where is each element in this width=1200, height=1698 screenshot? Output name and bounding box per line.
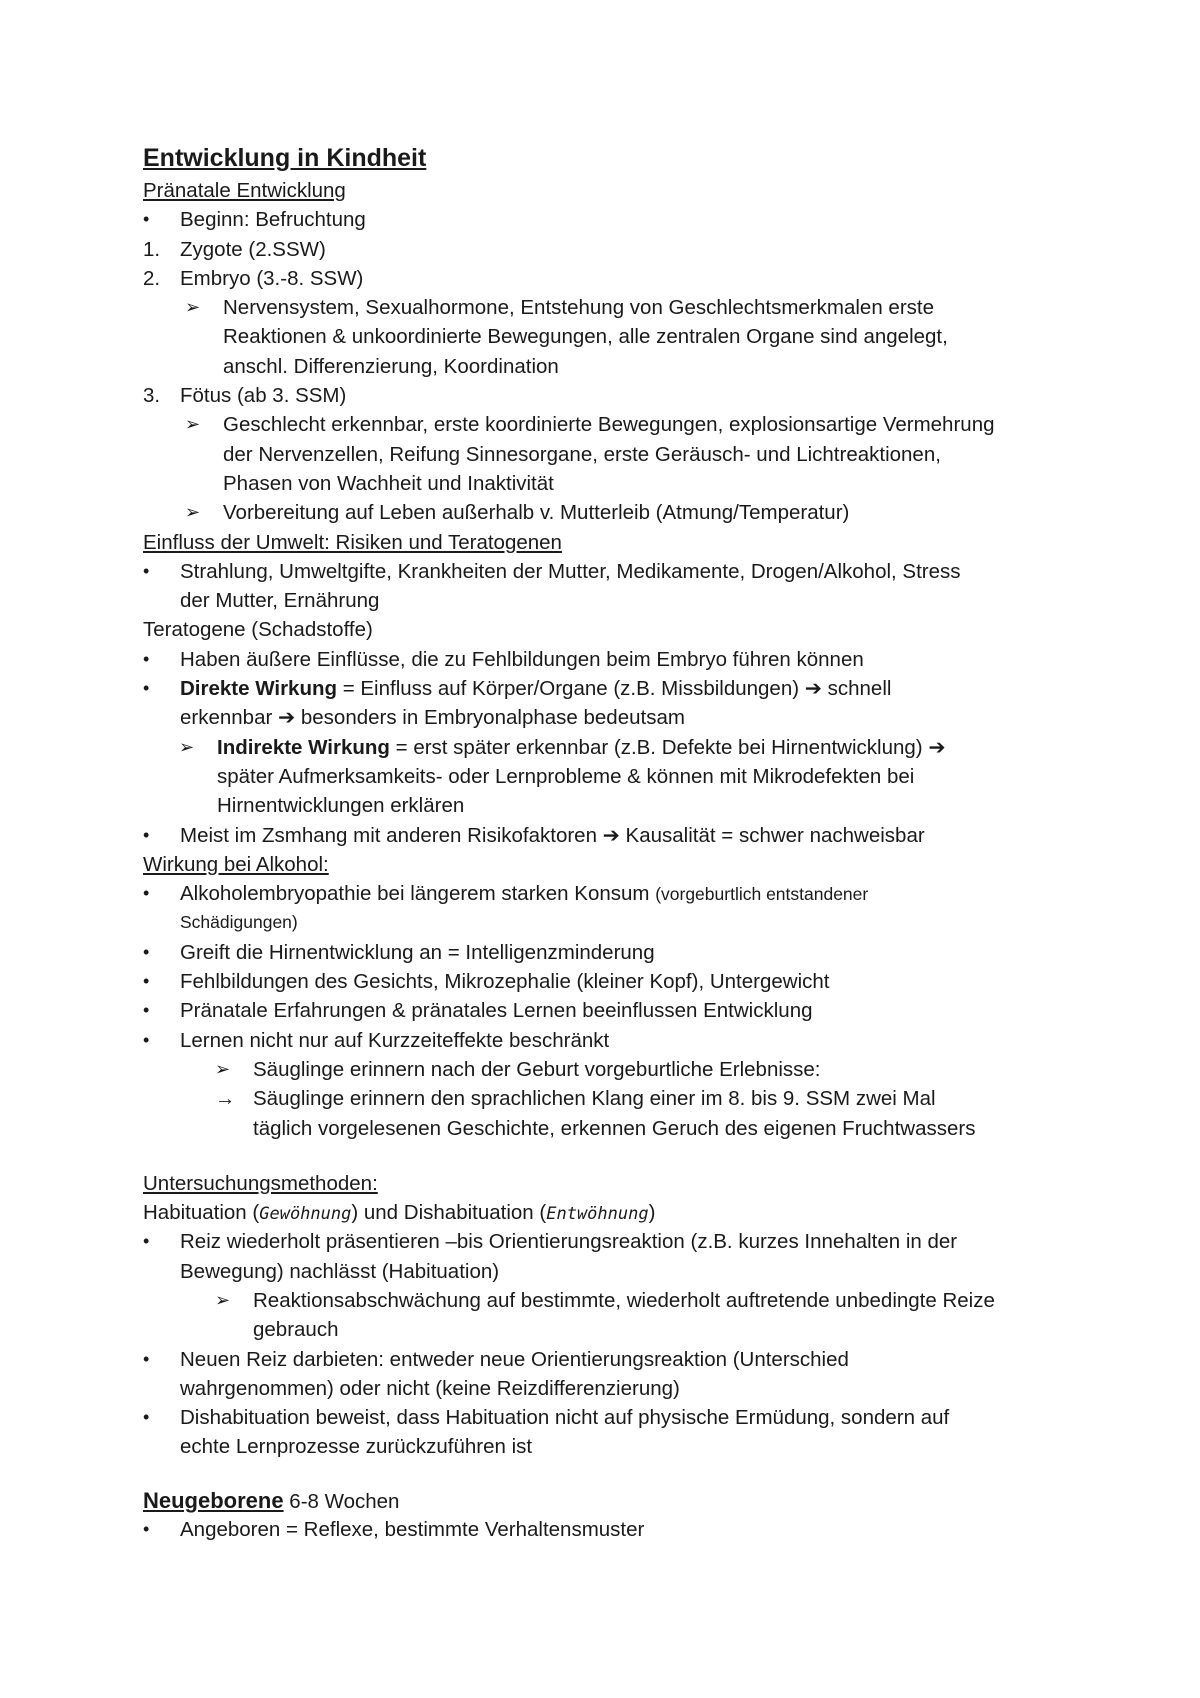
sub-item-cont: Reaktionen & unkoordinierte Bewegungen, alle zentralen Organe sind angelegt,: [223, 325, 948, 349]
section-heading-alkohol: Wirkung bei Alkohol:: [143, 852, 329, 876]
bullet-icon: •: [143, 209, 150, 230]
list-item-cont: wahrgenommen) oder nicht (keine Reizdifferenzierung): [180, 1376, 680, 1400]
sub-item-cont: täglich vorgelesenen Geschichte, erkennen Geruch des eigenen Fruchtwassers: [253, 1116, 976, 1140]
bullet-icon: •: [143, 1231, 150, 1252]
list-item: • Dishabituation beweist, dass Habituation nicht auf physische Ermüdung, sondern auf: [143, 1403, 1083, 1432]
bullet-icon: •: [143, 824, 150, 845]
sub-item-cont: gebrauch: [253, 1318, 339, 1342]
sub-item: ➢ Indirekte Wirkung = erst später erkennbar (z.B. Defekte bei Hirnentwicklung) ➔: [143, 733, 1083, 762]
list-item: • Meist im Zsmhang mit anderen Risikofaktoren ➔ Kausalität = schwer nachweisbar: [143, 821, 1083, 850]
page-title: Entwicklung in Kindheit: [143, 144, 427, 172]
list-item: • Angeboren = Reflexe, bestimmte Verhaltensmuster: [143, 1515, 1083, 1544]
sub-item-cont: der Nervenzellen, Reifung Sinnesorgane, erste Geräusch- und Lichtreaktionen,: [223, 442, 941, 466]
list-item: • Lernen nicht nur auf Kurzzeiteffekte beschränkt: [143, 1026, 1083, 1055]
sub-item: ➢ Nervensystem, Sexualhormone, Entstehung von Geschlechtsmerkmalen erste: [143, 293, 1083, 322]
arrow-icon: ➢: [215, 1289, 231, 1310]
subheading-habituation: Habituation (Gewöhnung) und Dishabituation (Entwöhnung): [143, 1201, 656, 1225]
section-heading-neugeborene: Neugeborene 6-8 Wochen: [143, 1487, 400, 1513]
subheading-teratogene: Teratogene (Schadstoffe): [143, 618, 373, 642]
bullet-icon: •: [143, 560, 150, 581]
sub-item: ➢ Geschlecht erkennbar, erste koordinierte Bewegungen, explosionsartige Vermehrung: [143, 410, 1083, 439]
sub-item-cont: anschl. Differenzierung, Koordination: [223, 354, 559, 378]
arrow-icon: ➢: [215, 1058, 231, 1079]
arrow-icon: ➢: [185, 502, 201, 523]
list-item-cont: Schädigungen): [180, 912, 298, 933]
sub-item: ➢ Säuglinge erinnern nach der Geburt vorgeburtliche Erlebnisse:: [143, 1055, 1083, 1084]
list-item: • Greift die Hirnentwicklung an = Intelligenzminderung: [143, 938, 1083, 967]
sub-item-cont: Hirnentwicklungen erklären: [217, 794, 465, 818]
list-item: 1. Zygote (2.SSW): [143, 237, 326, 261]
list-item: • Fehlbildungen des Gesichts, Mikrozephalie (kleiner Kopf), Untergewicht: [143, 967, 1083, 996]
section-heading-praenatal: Pränatale Entwicklung: [143, 179, 346, 202]
list-item-cont: echte Lernprozesse zurückzuführen ist: [180, 1435, 533, 1459]
section-heading-umwelt: Einfluss der Umwelt: Risiken und Teratogenen: [143, 530, 562, 554]
document-body: [143, 140, 1083, 1544]
list-item-cont: erkennbar ➔ besonders in Embryonalphase bedeutsam: [180, 706, 685, 730]
sub-item: → Säuglinge erinnern den sprachlichen Klang einer im 8. bis 9. SSM zwei Mal: [143, 1084, 1083, 1113]
sub-item-cont: später Aufmerksamkeits- oder Lernprobleme & können mit Mikrodefekten bei: [217, 764, 915, 788]
list-item: • Haben äußere Einflüsse, die zu Fehlbildungen beim Embryo führen können: [143, 645, 1083, 674]
list-item: • Beginn: Befruchtung: [143, 205, 1083, 234]
bullet-icon: •: [143, 971, 150, 992]
section-heading-methoden: Untersuchungsmethoden:: [143, 1171, 378, 1195]
sub-item: ➢ Reaktionsabschwächung auf bestimmte, wiederholt auftretende unbedingte Reize: [143, 1286, 1083, 1315]
bullet-icon: •: [143, 941, 150, 962]
bullet-icon: •: [143, 1000, 150, 1021]
arrow-icon: ➢: [185, 414, 201, 435]
right-arrow-icon: →: [215, 1087, 236, 1111]
arrow-icon: ➢: [179, 736, 195, 757]
list-item: 3. Fötus (ab 3. SSM): [143, 384, 347, 408]
sub-item-cont: Phasen von Wachheit und Inaktivität: [223, 471, 554, 495]
list-item: • Neuen Reiz darbieten: entweder neue Orientierungsreaktion (Unterschied: [143, 1345, 1083, 1374]
list-item-cont: der Mutter, Ernährung: [180, 589, 380, 613]
bullet-icon: •: [143, 648, 150, 669]
list-item: • Reiz wiederholt präsentieren –bis Orientierungsreaktion (z.B. kurzes Innehalten in der: [143, 1227, 1083, 1256]
arrow-icon: ➢: [185, 297, 201, 318]
sub-item: ➢ Vorbereitung auf Leben außerhalb v. Mutterleib (Atmung/Temperatur): [143, 498, 1083, 527]
list-item: • Pränatale Erfahrungen & pränatales Lernen beeinflussen Entwicklung: [143, 996, 1083, 1025]
bullet-icon: •: [143, 1519, 150, 1540]
bullet-icon: •: [143, 1348, 150, 1369]
bullet-icon: •: [143, 678, 150, 699]
bullet-icon: •: [143, 883, 150, 904]
list-item-cont: Bewegung) nachlässt (Habituation): [180, 1259, 500, 1283]
list-item: 2. Embryo (3.-8. SSW): [143, 266, 364, 290]
bullet-icon: •: [143, 1029, 150, 1050]
list-item: • Strahlung, Umweltgifte, Krankheiten der Mutter, Medikamente, Drogen/Alkohol, Stress: [143, 557, 1083, 586]
list-item: • Alkoholembryopathie bei längerem starken Konsum (vorgeburtlich entstandener: [143, 879, 1083, 908]
bullet-icon: •: [143, 1407, 150, 1428]
list-item: • Direkte Wirkung = Einfluss auf Körper/Organe (z.B. Missbildungen) ➔ schnell: [143, 674, 1083, 703]
